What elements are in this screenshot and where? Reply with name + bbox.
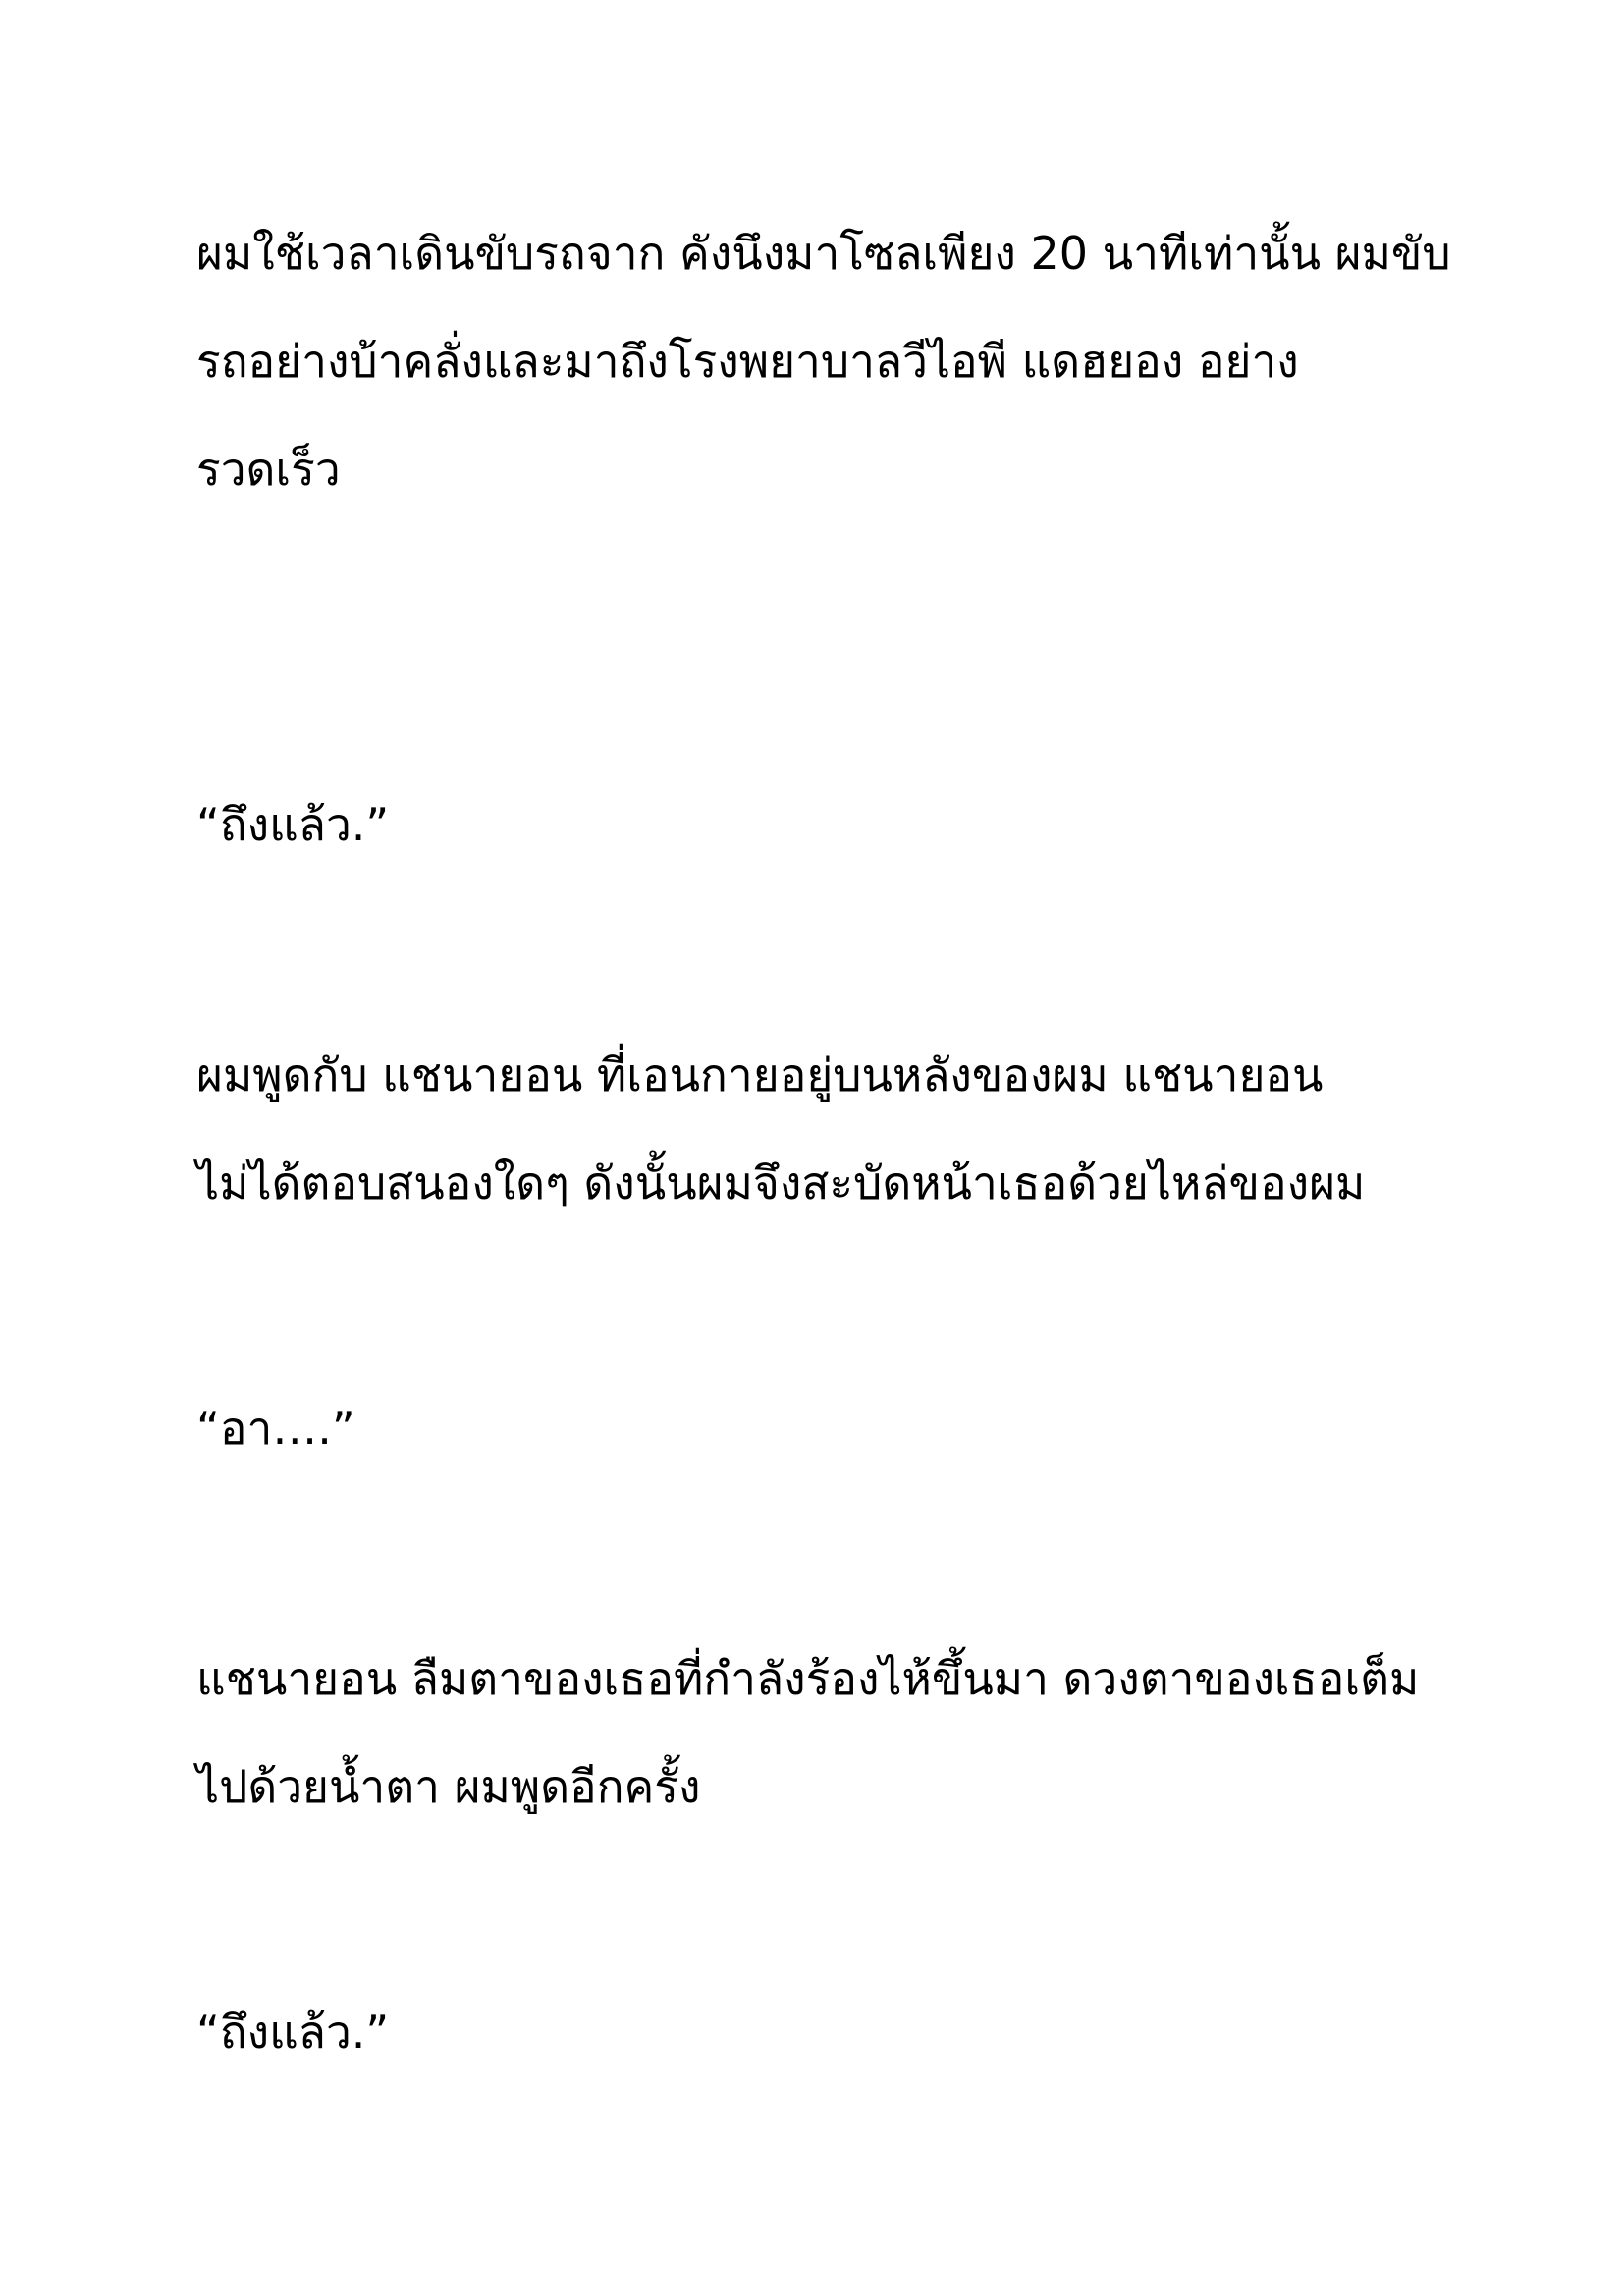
paragraph-6-line-1: “ถึงแล้ว.”: [196, 2005, 390, 2058]
paragraph-1-line-2: รถอย่างบ้าคลั่งและมาถึงโรงพยาบาลวีไอพี แดฮยอง อย่าง: [196, 335, 1299, 388]
paragraph-5-line-2: ไปด้วยน้ำตา ผมพูดอีกครั้ง: [196, 1760, 701, 1813]
paragraph-1-line-1: ผมใช้เวลาเดินขับรถจาก คังนึงมาโซลเพียง 20 นาทีเท่านั้น ผมขับ: [196, 227, 1451, 280]
paragraph-1-line-3: รวดเร็ว: [196, 443, 341, 496]
paragraph-2-line-1: “ถึงแล้ว.”: [196, 798, 390, 851]
paragraph-4-line-1: “อา….”: [196, 1402, 355, 1455]
paragraph-3-line-1: ผมพูดกับ แชนายอน ที่เอนกายอยู่บนหลังของผม แชนายอน: [196, 1048, 1324, 1101]
paragraph-5-line-1: แชนายอน ลืมตาของเธอที่กำลังร้องไห้ขึ้นมา ดวงตาของเธอเต็ม: [196, 1652, 1420, 1705]
paragraph-3-line-2: ไม่ได้ตอบสนองใดๆ ดังนั้นผมจึงสะบัดหน้าเธอด้วยไหล่ของผม: [196, 1156, 1366, 1209]
